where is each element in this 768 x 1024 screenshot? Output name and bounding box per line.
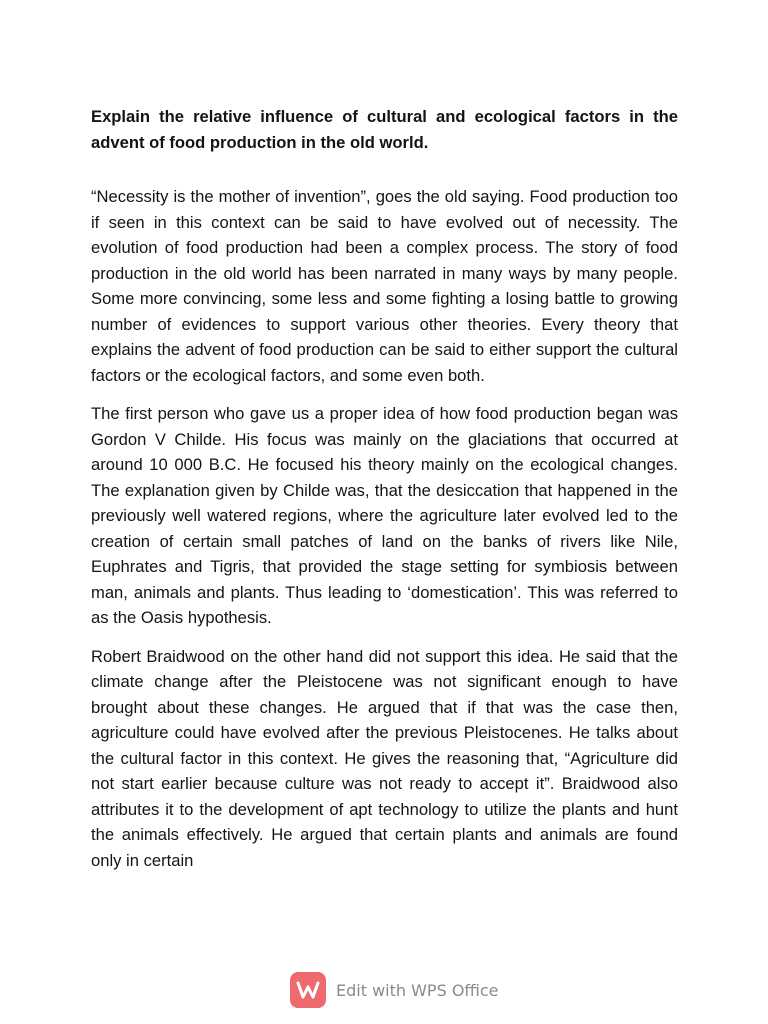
paragraph-1: “Necessity is the mother of invention”, goes the old saying. Food production too if seen in this context can be said to have evolved out of necessity. The evolution of food production had been a complex process. The story of food production in the old world has been narrated in many ways by many people. Some more convincing, some less and some fighting a losing battle to growing number of evidences to support various other theories. Every theory that explains the advent of food production can be said to either support the cultural factors or the ecological factors, and some even both.: [91, 187, 678, 385]
document-page: [91, 104, 678, 886]
paragraph-3: Robert Braidwood on the other hand did not support this idea. He said that the climate change after the Pleistocene was not significant enough to have brought about these changes. He argued that if that was the case then, agriculture could have evolved after the previous Pleistocenes. He talks about the cultural factor in this context. He gives the reasoning that, “Agriculture did not start earlier because culture was not ready to accept it”. Braidwood also attributes it to the development of apt technology to utilize the plants and hunt the animals effectively. He argued that certain plants and animals are found only in certain: [91, 646, 678, 870]
document-title: Explain the relative influence of cultural and ecological factors in the advent of food production in the old world.: [91, 107, 678, 152]
paragraph-2: The first person who gave us a proper idea of how food production began was Gordon V Childe. His focus was mainly on the glaciations that occurred at around 10 000 B.C. He focused his theory mainly on the ecological changes. The explanation given by Childe was, that the desiccation that happened in the previously well watered regions, where the agriculture later evolved led to the creation of certain small patches of land on the banks of rivers like Nile, Euphrates and Tigris, that provided the stage setting for symbiosis between man, animals and plants. Thus leading to ‘domestication’. This was referred to as the Oasis hypothesis.: [91, 404, 678, 627]
wps-logo-icon[interactable]: [290, 972, 326, 1008]
wps-edit-banner[interactable]: [290, 971, 499, 1009]
wps-edit-label[interactable]: Edit with WPS Office: [336, 980, 499, 1000]
